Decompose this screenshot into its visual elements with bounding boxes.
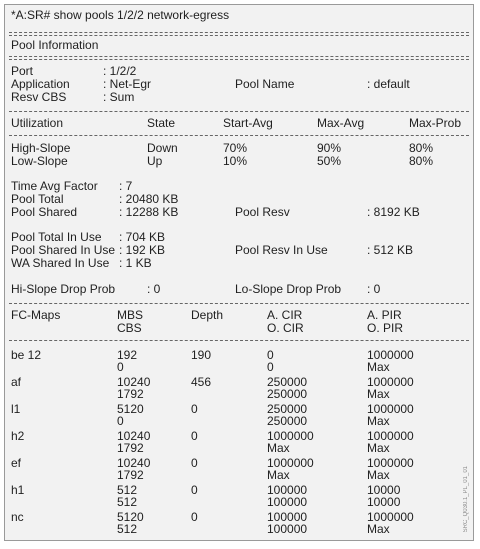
fc-o-pir: Max	[367, 360, 390, 374]
max-prob-header: Max-Prob	[409, 116, 462, 130]
fc-depth: 0	[191, 456, 198, 470]
pool-resv-in-use-label: Pool Resv In Use	[235, 243, 328, 257]
hi-slope-drop-prob-value: : 0	[147, 282, 161, 296]
fc-mbs: 192	[117, 348, 138, 362]
application-value: : Net-Egr	[103, 77, 152, 91]
fc-a-pir: 1000000	[367, 375, 414, 389]
fc-cbs: 1792	[117, 468, 144, 482]
fc-o-cir: Max	[267, 441, 290, 455]
fc-a-pir: 1000000	[367, 429, 414, 443]
pool-resv-in-use-value: : 512 KB	[367, 243, 414, 257]
fc-name: l1	[11, 402, 21, 416]
fc-depth: 190	[191, 348, 212, 362]
pool-shared-in-use-label: Pool Shared In Use	[11, 243, 116, 257]
pool-total-in-use-value: : 704 KB	[119, 230, 166, 244]
slope-max-avg: 50%	[317, 154, 342, 168]
fc-a-pir: 1000000	[367, 402, 414, 416]
pool-name-label: Pool Name	[235, 77, 295, 91]
lo-slope-drop-prob-label: Lo-Slope Drop Prob	[235, 282, 342, 296]
divider	[9, 32, 469, 33]
max-avg-header: Max-Avg	[317, 116, 365, 130]
fc-mbs: 5120	[117, 510, 144, 524]
fc-mbs: 512	[117, 483, 138, 497]
fc-o-pir: Max	[367, 522, 390, 536]
fc-mbs: 10240	[117, 456, 151, 470]
fc-name: nc	[11, 510, 24, 524]
fc-a-cir: 100000	[267, 510, 308, 524]
application-label: Application	[11, 77, 70, 91]
fc-o-pir: 10000	[367, 495, 401, 509]
wa-shared-in-use-value: : 1 KB	[119, 256, 152, 270]
fc-cbs: 0	[117, 414, 124, 428]
fc-depth: 0	[191, 402, 198, 416]
pool-shared-value: : 12288 KB	[119, 205, 179, 219]
fc-name: h2	[11, 429, 25, 443]
divider	[9, 35, 469, 36]
fc-a-cir: 1000000	[267, 456, 314, 470]
state-header: State	[147, 116, 176, 130]
divider	[9, 303, 469, 304]
mbs-header: MBS	[117, 308, 144, 322]
fc-a-cir: 250000	[267, 402, 308, 416]
slope-start-avg: 10%	[223, 154, 248, 168]
fc-a-pir: 10000	[367, 483, 401, 497]
fc-cbs: 1792	[117, 387, 144, 401]
fc-o-cir: 250000	[267, 414, 308, 428]
fc-o-cir: 100000	[267, 522, 308, 536]
wa-shared-in-use-label: WA Shared In Use	[11, 256, 110, 270]
fc-name: af	[11, 375, 22, 389]
fc-a-pir: 1000000	[367, 510, 414, 524]
divider	[9, 56, 469, 57]
cli-command: *A:SR# show pools 1/2/2 network-egress	[11, 8, 230, 22]
fc-cbs: 512	[117, 522, 138, 536]
slope-name: Low-Slope	[11, 154, 68, 168]
fc-o-pir: Max	[367, 441, 390, 455]
divider	[9, 59, 469, 60]
slope-name: High-Slope	[11, 141, 71, 155]
o-pir-header: O. PIR	[367, 321, 404, 335]
slope-state: Down	[147, 141, 178, 155]
fc-cbs: 1792	[117, 441, 144, 455]
pool-total-in-use-label: Pool Total In Use	[11, 230, 102, 244]
fc-o-pir: Max	[367, 387, 390, 401]
pool-resv-label: Pool Resv	[235, 205, 290, 219]
fc-maps-header: FC-Maps	[11, 308, 61, 322]
fc-mbs: 5120	[117, 402, 144, 416]
a-pir-header: A. PIR	[367, 308, 402, 322]
fc-name: be 12	[11, 348, 42, 362]
fc-cbs: 0	[117, 360, 124, 374]
fc-o-cir: Max	[267, 468, 290, 482]
o-cir-header: O. CIR	[267, 321, 304, 335]
lo-slope-drop-prob-value: : 0	[367, 282, 381, 296]
fc-name: h1	[11, 483, 25, 497]
fc-o-cir: 250000	[267, 387, 308, 401]
fc-a-pir: 1000000	[367, 456, 414, 470]
hi-slope-drop-prob-label: Hi-Slope Drop Prob	[11, 282, 116, 296]
fc-depth: 0	[191, 429, 198, 443]
slope-start-avg: 70%	[223, 141, 248, 155]
fc-o-cir: 100000	[267, 495, 308, 509]
fc-cbs: 512	[117, 495, 138, 509]
fc-depth: 456	[191, 375, 212, 389]
cli-output-panel	[4, 4, 474, 541]
fc-o-pir: Max	[367, 414, 390, 428]
utilization-header: Utilization	[11, 116, 64, 130]
fc-o-pir: Max	[367, 468, 390, 482]
pool-name-value: : default	[367, 77, 410, 91]
slope-max-avg: 90%	[317, 141, 342, 155]
divider	[9, 340, 469, 341]
fc-a-cir: 0	[267, 348, 274, 362]
fc-depth: 0	[191, 510, 198, 524]
a-cir-header: A. CIR	[267, 308, 303, 322]
time-avg-factor-label: Time Avg Factor	[11, 179, 98, 193]
fc-a-pir: 1000000	[367, 348, 414, 362]
fc-a-cir: 1000000	[267, 429, 314, 443]
fc-mbs: 10240	[117, 429, 151, 443]
pool-shared-label: Pool Shared	[11, 205, 78, 219]
port-value: : 1/2/2	[103, 64, 137, 78]
fc-a-cir: 100000	[267, 483, 308, 497]
depth-header: Depth	[191, 308, 224, 322]
pool-resv-value: : 8192 KB	[367, 205, 420, 219]
slope-max-prob: 80%	[409, 141, 434, 155]
pool-total-value: : 20480 KB	[119, 192, 179, 206]
fc-a-cir: 250000	[267, 375, 308, 389]
fc-o-cir: 0	[267, 360, 274, 374]
pool-shared-in-use-value: : 192 KB	[119, 243, 166, 257]
slope-state: Up	[147, 154, 163, 168]
pool-total-label: Pool Total	[11, 192, 64, 206]
resv-cbs-label: Resv CBS	[11, 90, 67, 104]
port-label: Port	[11, 64, 34, 78]
resv-cbs-value: : Sum	[103, 90, 135, 104]
start-avg-header: Start-Avg	[223, 116, 273, 130]
time-avg-factor-value: : 7	[119, 179, 133, 193]
section-title: Pool Information	[11, 38, 99, 52]
slope-max-prob: 80%	[409, 154, 434, 168]
fc-depth: 0	[191, 483, 198, 497]
figure-id: SRC_Q030.1_PL_01_01	[463, 465, 469, 532]
fc-name: ef	[11, 456, 22, 470]
cbs-header: CBS	[117, 321, 142, 335]
divider	[9, 135, 469, 136]
fc-mbs: 10240	[117, 375, 151, 389]
divider	[9, 111, 469, 112]
